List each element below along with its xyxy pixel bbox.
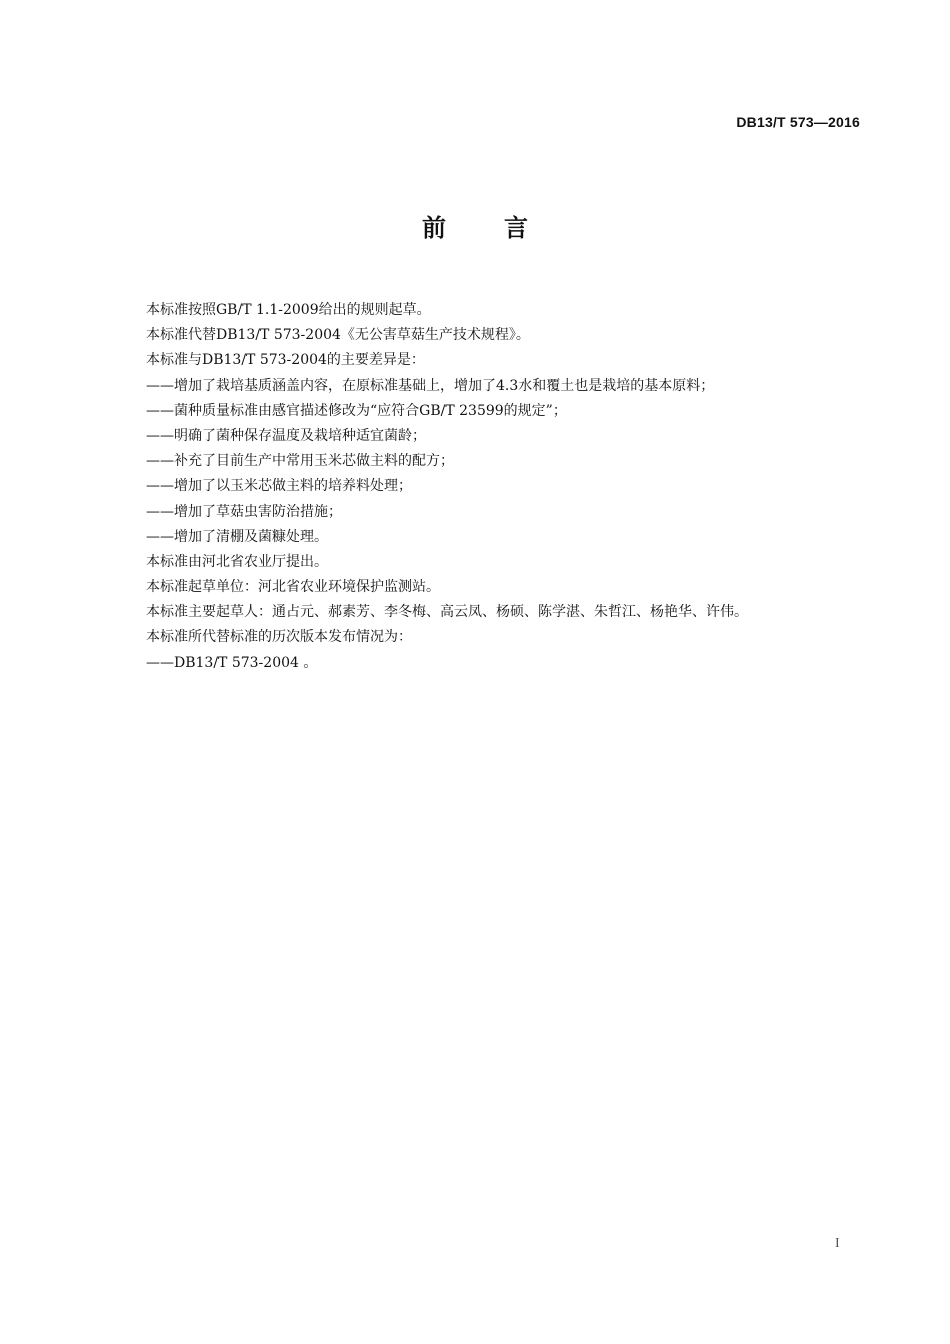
- foreword-line: 本标准起草单位：河北省农业环境保护监测站。: [146, 579, 440, 596]
- foreword-line: 本标准按照GB/T 1.1-2009给出的规则起草。: [146, 302, 431, 318]
- page-number: I: [835, 1236, 840, 1251]
- foreword-line: ——补充了目前生产中常用玉米芯做主料的配方；: [146, 453, 454, 470]
- foreword-line: 本标准主要起草人：通占元、郝素芳、李冬梅、高云凤、杨硕、陈学湛、朱哲江、杨艳华、许伟。: [146, 604, 748, 621]
- foreword-line: 本标准代替DB13/T 573-2004《无公害草菇生产技术规程》。: [146, 327, 530, 344]
- title-char-2: 言: [504, 214, 528, 242]
- foreword-line: ——DB13/T 573-2004 。: [146, 654, 318, 671]
- foreword-body: [146, 298, 876, 676]
- document-code: DB13/T 573—2016: [736, 114, 860, 130]
- foreword-line: ——增加了草菇虫害防治措施；: [146, 503, 342, 520]
- foreword-line: ——增加了清棚及菌糠处理。: [146, 528, 328, 545]
- foreword-line: 本标准由河北省农业厅提出。: [146, 553, 328, 570]
- foreword-line: ——菌种质量标准由感官描述修改为“应符合GB/T 23599的规定”；: [146, 402, 567, 419]
- title-char-1: 前: [422, 214, 446, 242]
- foreword-line: ——明确了菌种保存温度及栽培种适宜菌龄；: [146, 427, 426, 444]
- page-title: [0, 208, 950, 243]
- foreword-line: 本标准与DB13/T 573-2004的主要差异是：: [146, 352, 425, 369]
- foreword-line: 本标准所代替标准的历次版本发布情况为：: [146, 629, 412, 646]
- foreword-line: ——增加了以玉米芯做主料的培养料处理；: [146, 478, 412, 495]
- foreword-line: ——增加了栽培基质涵盖内容，在原标准基础上，增加了4.3水和覆土也是栽培的基本原料；: [146, 377, 715, 394]
